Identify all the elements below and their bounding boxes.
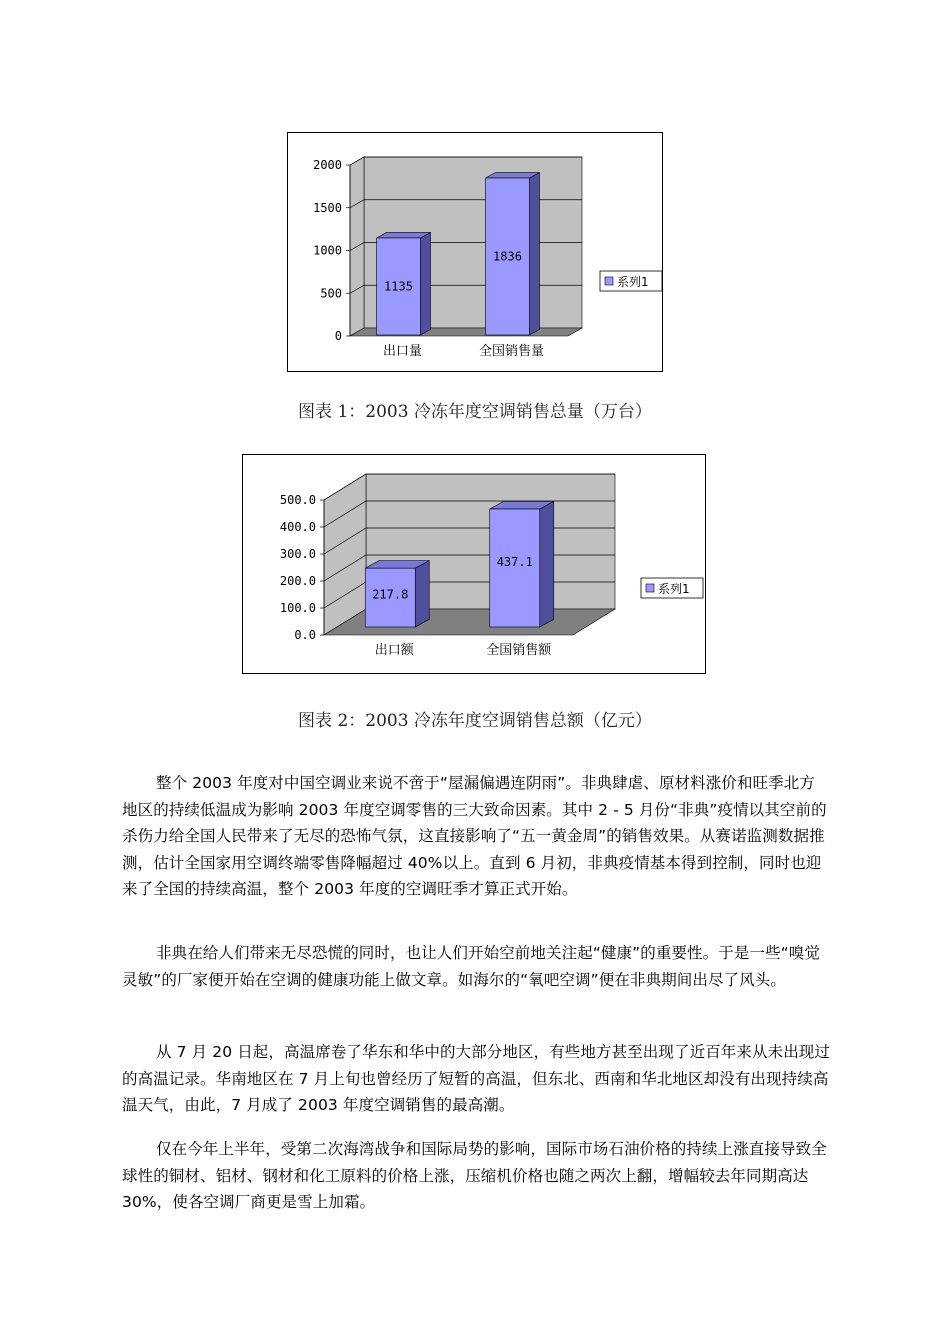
y-tick-label: 2000	[313, 158, 342, 172]
chart-side-wall	[324, 474, 366, 635]
bar-top	[486, 173, 540, 179]
data-label: 1135	[384, 279, 413, 294]
data-label: 1836	[493, 249, 522, 264]
bar-side	[415, 560, 429, 627]
legend	[600, 271, 662, 291]
bar-top	[377, 232, 431, 238]
chart-1-frame	[287, 132, 663, 372]
y-tick-label: 0	[334, 329, 342, 343]
legend-label: 系列1	[617, 275, 649, 289]
data-label: 217.8	[372, 587, 409, 602]
y-tick-label: 300.0	[279, 547, 316, 561]
chart-1	[288, 133, 662, 371]
paragraph-4: 仅在今年上半年，受第二次海湾战争和国际局势的影响，国际市场石油价格的持续上涨直接导致全球性的铜材、铝材、钢材和化工原料的价格上涨，压缩机价格也随之两次上翻，增幅较去年同期高达 30%，使各空调厂商更是雪上加霜。	[122, 1140, 827, 1211]
y-tick-label: 1000	[313, 243, 342, 258]
y-tick-label: 500	[320, 286, 342, 301]
bar-side	[540, 501, 554, 627]
y-tick-label: 0.0	[294, 628, 316, 642]
legend-swatch	[646, 584, 654, 592]
legend	[641, 578, 703, 598]
paragraph-3: 从 7 月 20 日起，高温席卷了华东和华中的大部分地区，有些地方甚至出现了近百年来从未出现过的高温记录。华南地区在 7 月上旬也曾经历了短暂的高温，但东北、西南和华北地区却没有出现持续高温天气，由此，7 月成了 2003 年度空调销售的最高潮。	[122, 1043, 830, 1114]
y-tick-label: 400.0	[279, 520, 316, 534]
data-label: 437.1	[496, 555, 533, 570]
paragraph-1: 整个 2003 年度对中国空调业来说不啻于“屋漏偏遇连阴雨”。非典肆虐、原材料涨价和旺季北方地区的持续低温成为影响 2003 年度空调零售的三大致命因素。其中 2 - 5 月份“非典”疫情以其空前的杀伤力给全国人民带来了无尽的恐怖气氛，这直接影响了“五一黄金周”的销售效果。从赛诺监测数据推测，估计全国家用空调终端零售降幅超过 40%以上。直到 6 月初，非典疫情基本得到控制，同时也迎来了全国的持续高温，整个 2003 年度的空调旺季才算正式开始。	[122, 774, 827, 898]
paragraph-2: 非典在给人们带来无尽恐慌的同时，也让人们开始空前地关注起“健康”的重要性。于是一些“嗅觉灵敏”的厂家便开始在空调的健康功能上做文章。如海尔的“氧吧空调”便在非典期间出尽了风头。	[122, 944, 820, 989]
chart-2	[243, 455, 705, 673]
category-label: 全国销售量	[478, 344, 545, 359]
legend-swatch	[605, 277, 613, 285]
legend-label: 系列1	[658, 582, 690, 596]
y-tick-label: 500.0	[279, 493, 316, 507]
y-tick-label: 1500	[313, 200, 342, 215]
category-label: 全国销售额	[486, 643, 552, 658]
category-label: 出口额	[374, 643, 414, 658]
y-tick-label: 200.0	[279, 574, 316, 588]
chart-2-caption: 图表 2：2003 冷冻年度空调销售总额（亿元）	[298, 711, 652, 731]
chart-2-frame	[242, 454, 706, 674]
bar-side	[530, 173, 540, 335]
y-tick-label: 100.0	[279, 601, 316, 615]
bar-side	[421, 232, 431, 335]
category-label: 出口量	[382, 344, 423, 359]
chart-1-caption: 图表 1：2003 冷冻年度空调销售总量（万台）	[298, 402, 652, 422]
